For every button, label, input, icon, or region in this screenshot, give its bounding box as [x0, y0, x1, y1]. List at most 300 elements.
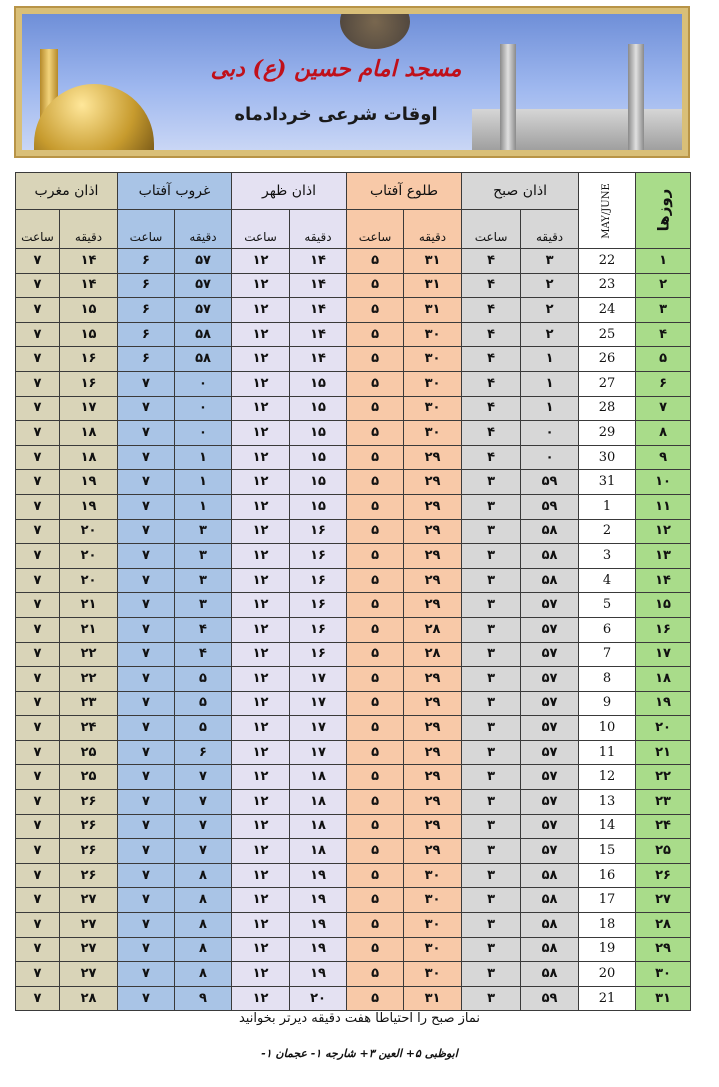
zuhr-minute-cell: ۱۷: [290, 691, 347, 716]
subh-hour-cell: ۳: [462, 716, 521, 741]
table-row: [16, 863, 691, 888]
day-number-cell: ۱۱: [636, 494, 691, 519]
day-number-cell: ۲۹: [636, 937, 691, 962]
greg-date-cell: 24: [579, 298, 636, 323]
maghrib-minute-cell: ۲۷: [60, 962, 118, 987]
zuhr-hour-cell: ۱۲: [232, 765, 290, 790]
ghurub-minute-cell: ۸: [175, 863, 232, 888]
header-tulu: طلوع آفتاب: [347, 173, 462, 210]
ghurub-hour-cell: ۷: [118, 544, 175, 569]
ghurub-hour-cell: ۷: [118, 617, 175, 642]
maghrib-minute-cell: ۱۹: [60, 494, 118, 519]
ghurub-hour-cell: ۷: [118, 716, 175, 741]
maghrib-minute-cell: ۱۷: [60, 396, 118, 421]
subh-hour-cell: ۳: [462, 839, 521, 864]
tulu-hour-cell: ۵: [347, 617, 404, 642]
subh-hour-cell: ۳: [462, 642, 521, 667]
maghrib-minute-cell: ۲۸: [60, 986, 118, 1011]
tulu-hour-cell: ۵: [347, 568, 404, 593]
zuhr-minute-cell: ۱۷: [290, 740, 347, 765]
day-number-cell: ۸: [636, 421, 691, 446]
maghrib-minute-cell: ۲۶: [60, 790, 118, 815]
day-number-cell: ۱۵: [636, 593, 691, 618]
zuhr-hour-cell: ۱۲: [232, 863, 290, 888]
table-row: [16, 740, 691, 765]
ghurub-hour-cell: ۷: [118, 593, 175, 618]
tulu-minute-cell: ۲۹: [404, 814, 462, 839]
maghrib-hour-cell: ۷: [16, 494, 60, 519]
maghrib-hour-cell: ۷: [16, 913, 60, 938]
zuhr-minute-cell: ۱۸: [290, 790, 347, 815]
zuhr-hour-cell: ۱۲: [232, 593, 290, 618]
maghrib-minute-cell: ۲۷: [60, 937, 118, 962]
subh-minute-cell: ۵۷: [521, 765, 579, 790]
subh-hour-cell: ۳: [462, 617, 521, 642]
greg-date-cell: 8: [579, 667, 636, 692]
tulu-hour-cell: ۵: [347, 519, 404, 544]
day-number-cell: ۳۱: [636, 986, 691, 1011]
ghurub-minute-cell: ۳: [175, 568, 232, 593]
zuhr-hour-cell: ۱۲: [232, 642, 290, 667]
ghurub-minute-cell: ۱: [175, 494, 232, 519]
day-number-cell: ۱۳: [636, 544, 691, 569]
minaret-icon: [628, 44, 644, 150]
maghrib-hour-cell: ۷: [16, 593, 60, 618]
ghurub-minute-cell: ۳: [175, 519, 232, 544]
zuhr-hour-cell: ۱۲: [232, 568, 290, 593]
ghurub-hour-cell: ۷: [118, 740, 175, 765]
banner-subtitle: اوقات شرعی خردادماه: [234, 104, 438, 125]
ghurub-hour-cell: ۷: [118, 863, 175, 888]
tulu-minute-cell: ۳۰: [404, 913, 462, 938]
day-number-cell: ۲۰: [636, 716, 691, 741]
subheader-hour: ساعت: [118, 210, 175, 249]
subh-hour-cell: ۳: [462, 691, 521, 716]
ghurub-minute-cell: ۷: [175, 790, 232, 815]
ghurub-hour-cell: ۷: [118, 421, 175, 446]
tulu-hour-cell: ۵: [347, 863, 404, 888]
greg-date-cell: 15: [579, 839, 636, 864]
day-number-cell: ۱۸: [636, 667, 691, 692]
table-row: [16, 593, 691, 618]
day-number-cell: ۱۶: [636, 617, 691, 642]
zuhr-minute-cell: ۱۴: [290, 322, 347, 347]
maghrib-hour-cell: ۷: [16, 814, 60, 839]
subh-hour-cell: ۳: [462, 888, 521, 913]
ornament-icon: [340, 14, 410, 49]
ghurub-minute-cell: ۷: [175, 765, 232, 790]
greg-date-cell: 17: [579, 888, 636, 913]
subh-hour-cell: ۳: [462, 470, 521, 495]
subh-minute-cell: ۰: [521, 445, 579, 470]
zuhr-hour-cell: ۱۲: [232, 273, 290, 298]
zuhr-minute-cell: ۱۴: [290, 273, 347, 298]
day-number-cell: ۲۷: [636, 888, 691, 913]
table-row: [16, 617, 691, 642]
subh-minute-cell: ۵۸: [521, 937, 579, 962]
maghrib-hour-cell: ۷: [16, 839, 60, 864]
ghurub-minute-cell: ۵۸: [175, 347, 232, 372]
zuhr-minute-cell: ۱۵: [290, 371, 347, 396]
subh-minute-cell: ۵۷: [521, 814, 579, 839]
subh-hour-cell: ۳: [462, 519, 521, 544]
greg-date-cell: 13: [579, 790, 636, 815]
zuhr-hour-cell: ۱۲: [232, 519, 290, 544]
zuhr-hour-cell: ۱۲: [232, 962, 290, 987]
maghrib-hour-cell: ۷: [16, 888, 60, 913]
ghurub-minute-cell: ۱: [175, 470, 232, 495]
table-row: [16, 249, 691, 274]
table-row: [16, 814, 691, 839]
tulu-minute-cell: ۳۱: [404, 273, 462, 298]
maghrib-minute-cell: ۲۴: [60, 716, 118, 741]
ghurub-minute-cell: ۰: [175, 396, 232, 421]
subh-minute-cell: ۰: [521, 421, 579, 446]
maghrib-hour-cell: ۷: [16, 691, 60, 716]
ghurub-hour-cell: ۶: [118, 347, 175, 372]
subheader-hour: ساعت: [462, 210, 521, 249]
tulu-hour-cell: ۵: [347, 470, 404, 495]
zuhr-hour-cell: ۱۲: [232, 494, 290, 519]
tulu-hour-cell: ۵: [347, 962, 404, 987]
subh-hour-cell: ۴: [462, 421, 521, 446]
table-row: [16, 396, 691, 421]
subheader-minute: دقیقه: [175, 210, 232, 249]
zuhr-minute-cell: ۱۶: [290, 544, 347, 569]
greg-date-cell: 3: [579, 544, 636, 569]
ghurub-minute-cell: ۸: [175, 937, 232, 962]
day-number-cell: ۳۰: [636, 962, 691, 987]
zuhr-hour-cell: ۱۲: [232, 888, 290, 913]
tulu-hour-cell: ۵: [347, 642, 404, 667]
subh-minute-cell: ۵۷: [521, 593, 579, 618]
subh-hour-cell: ۳: [462, 863, 521, 888]
greg-date-cell: 2: [579, 519, 636, 544]
zuhr-hour-cell: ۱۲: [232, 617, 290, 642]
ghurub-minute-cell: ۸: [175, 888, 232, 913]
greg-date-cell: 6: [579, 617, 636, 642]
subh-minute-cell: ۵۹: [521, 470, 579, 495]
zuhr-minute-cell: ۱۴: [290, 347, 347, 372]
table-row: [16, 790, 691, 815]
tulu-hour-cell: ۵: [347, 986, 404, 1011]
day-number-cell: ۲۸: [636, 913, 691, 938]
footer-offsets: ابوظبی ۵+ العین ۳+ شارجه ۱- عجمان ۱-: [261, 1047, 458, 1060]
day-number-cell: ۲۳: [636, 790, 691, 815]
ghurub-hour-cell: ۷: [118, 494, 175, 519]
subh-hour-cell: ۳: [462, 962, 521, 987]
tulu-minute-cell: ۲۹: [404, 470, 462, 495]
tulu-hour-cell: ۵: [347, 888, 404, 913]
greg-date-cell: 5: [579, 593, 636, 618]
ghurub-hour-cell: ۷: [118, 691, 175, 716]
day-number-cell: ۲: [636, 273, 691, 298]
maghrib-hour-cell: ۷: [16, 617, 60, 642]
zuhr-minute-cell: ۱۸: [290, 839, 347, 864]
zuhr-minute-cell: ۱۶: [290, 642, 347, 667]
table-row: [16, 888, 691, 913]
tulu-minute-cell: ۳۱: [404, 298, 462, 323]
ghurub-minute-cell: ۳: [175, 593, 232, 618]
ghurub-minute-cell: ۰: [175, 371, 232, 396]
subh-minute-cell: ۵۷: [521, 716, 579, 741]
tulu-minute-cell: ۲۹: [404, 740, 462, 765]
zuhr-hour-cell: ۱۲: [232, 937, 290, 962]
tulu-minute-cell: ۳۰: [404, 421, 462, 446]
maghrib-hour-cell: ۷: [16, 273, 60, 298]
table-body: [16, 249, 691, 1011]
greg-date-cell: 30: [579, 445, 636, 470]
tulu-hour-cell: ۵: [347, 667, 404, 692]
day-number-cell: ۱۷: [636, 642, 691, 667]
subh-minute-cell: ۵۷: [521, 839, 579, 864]
table-row: [16, 347, 691, 372]
day-number-cell: ۲۱: [636, 740, 691, 765]
ghurub-hour-cell: ۷: [118, 396, 175, 421]
subh-hour-cell: ۴: [462, 249, 521, 274]
subh-hour-cell: ۳: [462, 937, 521, 962]
tulu-minute-cell: ۲۹: [404, 593, 462, 618]
table-row: [16, 470, 691, 495]
tulu-minute-cell: ۲۹: [404, 494, 462, 519]
subh-minute-cell: ۵۷: [521, 691, 579, 716]
tulu-hour-cell: ۵: [347, 396, 404, 421]
subh-hour-cell: ۳: [462, 790, 521, 815]
maghrib-hour-cell: ۷: [16, 986, 60, 1011]
zuhr-minute-cell: ۱۵: [290, 494, 347, 519]
ghurub-hour-cell: ۷: [118, 814, 175, 839]
tulu-minute-cell: ۳۰: [404, 322, 462, 347]
maghrib-hour-cell: ۷: [16, 740, 60, 765]
subheader-hour: ساعت: [16, 210, 60, 249]
subh-minute-cell: ۳: [521, 249, 579, 274]
maghrib-minute-cell: ۲۱: [60, 593, 118, 618]
ghurub-minute-cell: ۳: [175, 544, 232, 569]
ghurub-hour-cell: ۷: [118, 913, 175, 938]
subh-minute-cell: ۵۸: [521, 568, 579, 593]
table-row: [16, 839, 691, 864]
header-greg-label: MAY/JUNE: [601, 182, 613, 239]
header-subh: اذان صبح: [462, 173, 579, 210]
zuhr-hour-cell: ۱۲: [232, 445, 290, 470]
tulu-minute-cell: ۲۹: [404, 790, 462, 815]
tulu-hour-cell: ۵: [347, 765, 404, 790]
subh-minute-cell: ۱: [521, 347, 579, 372]
zuhr-hour-cell: ۱۲: [232, 249, 290, 274]
maghrib-minute-cell: ۲۷: [60, 913, 118, 938]
greg-date-cell: 9: [579, 691, 636, 716]
tulu-minute-cell: ۲۹: [404, 691, 462, 716]
maghrib-minute-cell: ۲۰: [60, 544, 118, 569]
subh-minute-cell: ۱: [521, 371, 579, 396]
zuhr-minute-cell: ۱۴: [290, 298, 347, 323]
maghrib-minute-cell: ۱۵: [60, 322, 118, 347]
day-number-cell: ۲۲: [636, 765, 691, 790]
subh-minute-cell: ۵۷: [521, 642, 579, 667]
subh-hour-cell: ۳: [462, 568, 521, 593]
ghurub-minute-cell: ۸: [175, 962, 232, 987]
subh-hour-cell: ۴: [462, 371, 521, 396]
day-number-cell: ۱۴: [636, 568, 691, 593]
maghrib-minute-cell: ۱۴: [60, 249, 118, 274]
greg-date-cell: 25: [579, 322, 636, 347]
maghrib-hour-cell: ۷: [16, 519, 60, 544]
tulu-hour-cell: ۵: [347, 273, 404, 298]
table-row: [16, 544, 691, 569]
day-number-cell: ۲۴: [636, 814, 691, 839]
greg-date-cell: 21: [579, 986, 636, 1011]
maghrib-hour-cell: ۷: [16, 396, 60, 421]
table-row: [16, 667, 691, 692]
ghurub-hour-cell: ۷: [118, 667, 175, 692]
ghurub-hour-cell: ۶: [118, 322, 175, 347]
greg-date-cell: 12: [579, 765, 636, 790]
subh-hour-cell: ۴: [462, 322, 521, 347]
tulu-minute-cell: ۲۸: [404, 617, 462, 642]
tulu-minute-cell: ۳۱: [404, 249, 462, 274]
maghrib-minute-cell: ۲۷: [60, 888, 118, 913]
maghrib-minute-cell: ۱۶: [60, 347, 118, 372]
subh-hour-cell: ۳: [462, 765, 521, 790]
subheader-hour: ساعت: [347, 210, 404, 249]
tulu-minute-cell: ۳۰: [404, 347, 462, 372]
greg-date-cell: 10: [579, 716, 636, 741]
greg-date-cell: 31: [579, 470, 636, 495]
ghurub-hour-cell: ۷: [118, 519, 175, 544]
ghurub-hour-cell: ۷: [118, 986, 175, 1011]
tulu-hour-cell: ۵: [347, 937, 404, 962]
zuhr-hour-cell: ۱۲: [232, 716, 290, 741]
subh-hour-cell: ۴: [462, 347, 521, 372]
tulu-hour-cell: ۵: [347, 371, 404, 396]
subh-hour-cell: ۳: [462, 986, 521, 1011]
maghrib-hour-cell: ۷: [16, 371, 60, 396]
zuhr-hour-cell: ۱۲: [232, 347, 290, 372]
maghrib-minute-cell: ۲۱: [60, 617, 118, 642]
subh-minute-cell: ۵۸: [521, 888, 579, 913]
zuhr-hour-cell: ۱۲: [232, 790, 290, 815]
ghurub-minute-cell: ۷: [175, 814, 232, 839]
maghrib-minute-cell: ۱۸: [60, 445, 118, 470]
subh-hour-cell: ۳: [462, 913, 521, 938]
zuhr-hour-cell: ۱۲: [232, 913, 290, 938]
maghrib-hour-cell: ۷: [16, 937, 60, 962]
zuhr-hour-cell: ۱۲: [232, 371, 290, 396]
maghrib-minute-cell: ۲۶: [60, 863, 118, 888]
banner: [14, 6, 690, 158]
subheader-minute: دقیقه: [404, 210, 462, 249]
zuhr-minute-cell: ۱۴: [290, 249, 347, 274]
header-ghurub: غروب آفتاب: [118, 173, 232, 210]
maghrib-minute-cell: ۲۲: [60, 642, 118, 667]
maghrib-minute-cell: ۱۸: [60, 421, 118, 446]
zuhr-hour-cell: ۱۲: [232, 839, 290, 864]
zuhr-hour-cell: ۱۲: [232, 667, 290, 692]
zuhr-minute-cell: ۱۷: [290, 667, 347, 692]
header-greg: [579, 173, 636, 249]
maghrib-hour-cell: ۷: [16, 421, 60, 446]
prayer-times-table: [15, 172, 691, 1011]
ghurub-minute-cell: ۴: [175, 617, 232, 642]
day-number-cell: ۳: [636, 298, 691, 323]
tulu-hour-cell: ۵: [347, 913, 404, 938]
greg-date-cell: 11: [579, 740, 636, 765]
tulu-minute-cell: ۲۹: [404, 839, 462, 864]
subh-minute-cell: ۵۹: [521, 494, 579, 519]
day-number-cell: ۱۹: [636, 691, 691, 716]
ghurub-minute-cell: ۶: [175, 740, 232, 765]
greg-date-cell: 23: [579, 273, 636, 298]
zuhr-minute-cell: ۱۷: [290, 716, 347, 741]
header-day-label: روزها: [654, 188, 673, 231]
day-number-cell: ۴: [636, 322, 691, 347]
zuhr-minute-cell: ۱۶: [290, 568, 347, 593]
greg-date-cell: 7: [579, 642, 636, 667]
zuhr-hour-cell: ۱۲: [232, 322, 290, 347]
banner-title: مسجد امام حسین (ع) دبی: [210, 56, 462, 82]
day-number-cell: ۹: [636, 445, 691, 470]
tulu-hour-cell: ۵: [347, 494, 404, 519]
ghurub-hour-cell: ۷: [118, 765, 175, 790]
maghrib-hour-cell: ۷: [16, 544, 60, 569]
tulu-hour-cell: ۵: [347, 814, 404, 839]
ghurub-hour-cell: ۶: [118, 298, 175, 323]
tulu-minute-cell: ۲۸: [404, 642, 462, 667]
ghurub-minute-cell: ۵۷: [175, 298, 232, 323]
greg-date-cell: 4: [579, 568, 636, 593]
day-number-cell: ۱۰: [636, 470, 691, 495]
tulu-minute-cell: ۲۹: [404, 568, 462, 593]
tulu-minute-cell: ۲۹: [404, 445, 462, 470]
minaret-icon: [500, 44, 516, 150]
day-number-cell: ۲۵: [636, 839, 691, 864]
tulu-hour-cell: ۵: [347, 790, 404, 815]
zuhr-minute-cell: ۱۹: [290, 863, 347, 888]
tulu-hour-cell: ۵: [347, 691, 404, 716]
maghrib-hour-cell: ۷: [16, 322, 60, 347]
zuhr-minute-cell: ۱۵: [290, 470, 347, 495]
zuhr-minute-cell: ۱۵: [290, 445, 347, 470]
greg-date-cell: 20: [579, 962, 636, 987]
header-zuhr: اذان ظهر: [232, 173, 347, 210]
subh-minute-cell: ۵۸: [521, 519, 579, 544]
greg-date-cell: 28: [579, 396, 636, 421]
maghrib-minute-cell: ۲۰: [60, 568, 118, 593]
zuhr-minute-cell: ۱۸: [290, 765, 347, 790]
note-text: نماز صبح را احتیاطا هفت دقیقه دیرتر بخوانید: [238, 1011, 481, 1026]
maghrib-minute-cell: ۱۴: [60, 273, 118, 298]
header-maghrib: اذان مغرب: [16, 173, 118, 210]
greg-date-cell: 26: [579, 347, 636, 372]
table-row: [16, 962, 691, 987]
tulu-hour-cell: ۵: [347, 322, 404, 347]
maghrib-minute-cell: ۲۶: [60, 839, 118, 864]
day-number-cell: ۱۲: [636, 519, 691, 544]
subh-minute-cell: ۵۸: [521, 863, 579, 888]
ghurub-minute-cell: ۵: [175, 716, 232, 741]
zuhr-minute-cell: ۱۵: [290, 421, 347, 446]
greg-date-cell: 16: [579, 863, 636, 888]
table-row: [16, 494, 691, 519]
maghrib-hour-cell: ۷: [16, 790, 60, 815]
subh-minute-cell: ۲: [521, 298, 579, 323]
tulu-minute-cell: ۲۹: [404, 544, 462, 569]
maghrib-minute-cell: ۲۶: [60, 814, 118, 839]
maghrib-minute-cell: ۱۶: [60, 371, 118, 396]
subh-minute-cell: ۵۸: [521, 913, 579, 938]
tulu-hour-cell: ۵: [347, 347, 404, 372]
tulu-hour-cell: ۵: [347, 593, 404, 618]
